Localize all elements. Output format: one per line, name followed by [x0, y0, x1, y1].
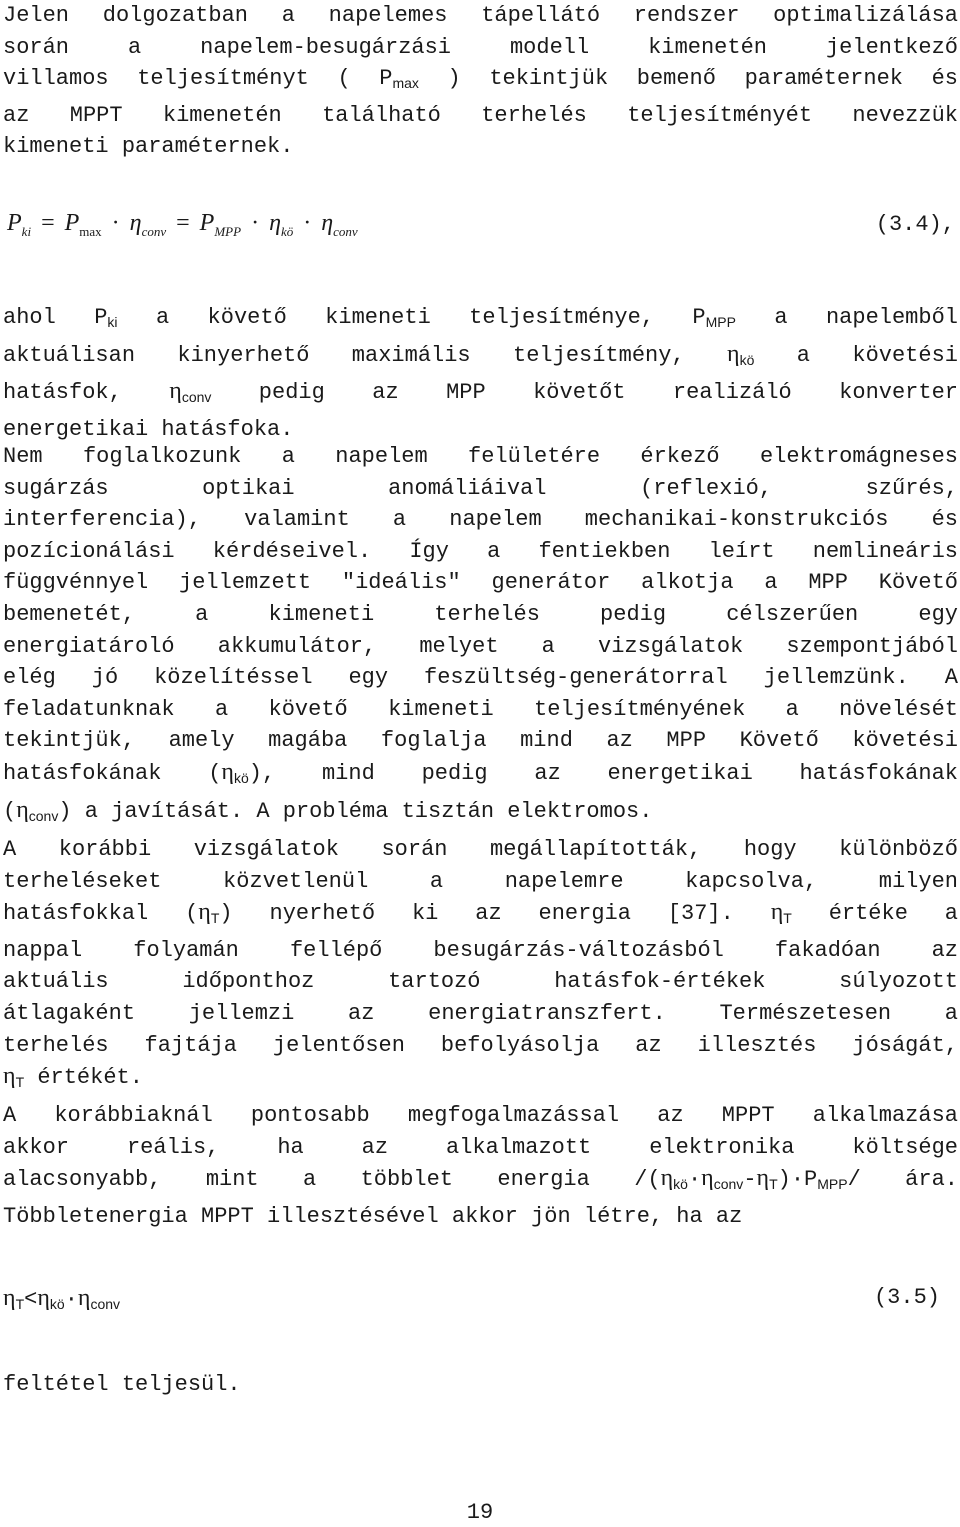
closing-text: feltétel teljesül.	[3, 1372, 241, 1397]
equation-expression: $P_{ki} = P_{max} \cdot \eta_{conv} = P_{MPP} \cdot \eta_{kö} \cdot \eta_{conv}$	[7, 210, 358, 239]
text-line: villamos teljesítményt ( $P_{max}$ ) tekintjük bemenő paraméternek és	[3, 66, 958, 92]
paragraph-previous-studies	[3, 834, 958, 1099]
page-number: 19	[466, 1500, 494, 1525]
text-line: akkor reális, ha az alkalmazott elektronika költsége	[3, 1134, 958, 1160]
text-line: pozícionálási kérdéseivel. Így a fentiekben leírt nemlineáris	[3, 538, 958, 564]
equation-number: (3.5)	[873, 1285, 940, 1310]
subscript: max	[392, 75, 419, 92]
text-line: energetikai hatásfoka.	[3, 416, 294, 442]
paragraph-scope	[3, 441, 958, 832]
text-line: energiatároló akkumulátor, melyet a vizsgálatok szempontjából	[3, 633, 958, 659]
text-line: átlagaként jellemzi az energiatranszfert. Természetesen a	[3, 1000, 958, 1026]
text-line: sugárzás optikai anomáliáival (reflexió, szűrés,	[3, 475, 958, 501]
text-line: aktuálisan kinyerhető maximális teljesítmény, $\eta_{kö}$ a követési	[3, 340, 958, 368]
paragraph-definitions	[3, 302, 958, 445]
text-line: ahol $P_{ki}$ a követő kimeneti teljesítménye, $P_{MPP}$ a napelemből	[3, 305, 958, 330]
equation-expression: $\eta_T<\eta_{kö}\cdot\eta_{conv}$	[3, 1285, 121, 1312]
text-line: interferencia), valamint a napelem mechanikai-konstrukciós és	[3, 507, 958, 533]
text-line: terheléseket közvetlenül a napelemre kapcsolva, milyen	[3, 868, 958, 894]
text-line: A korábbiaknál pontosabb megfogalmazással az MPPT alkalmazása	[3, 1103, 958, 1128]
text-line: alacsonyabb, mint a többlet energia $/(\eta_{kö}\cdot\eta_{conv}-\eta_T)\cdot P_{MPP}/$ ára.	[3, 1165, 958, 1193]
text-line: kimeneti paraméternek.	[3, 134, 294, 160]
equation-3-4	[3, 210, 958, 250]
text-line: Jelen dolgozatban a napelemes tápellátó rendszer optimalizálása	[3, 3, 958, 28]
text-line: feladatunknak a követő kimeneti teljesítményének a növelését	[3, 696, 958, 722]
text-line: hatásfokkal $(\eta_T)$ nyerhető ki az energia [37]. $\eta_T$ értéke a	[3, 899, 958, 927]
text-line: terhelés fajtája jelentősen befolyásolja az illesztés jóságát,	[3, 1032, 958, 1058]
text-line: Nem foglalkozunk a napelem felületére érkező elektromágneses	[3, 444, 958, 469]
text-line: függvénnyel jellemzett "ideális" generátor alkotja a MPP Követő	[3, 570, 958, 596]
text-line: hatásfok, $\eta_{conv}$ pedig az MPP követőt realizáló konverter	[3, 378, 958, 406]
text-line: Többletenergia MPPT illesztésével akkor jön létre, ha az	[3, 1203, 743, 1229]
text-line: $(\eta_{conv})$ a javítását. A probléma tisztán elektromos.	[3, 796, 653, 824]
text-line: tekintjük, amely magába foglalja mind az MPP Követő követési	[3, 728, 958, 754]
text-line: bemenetét, a kimeneti terhelés pedig célszerűen egy	[3, 601, 958, 627]
text-line: során a napelem-besugárzási modell kimenetén jelentkező	[3, 34, 958, 60]
text-line: $\eta_T$ értékét.	[3, 1063, 143, 1091]
paragraph-condition	[3, 1100, 958, 1232]
text-line: az MPPT kimenetén található terhelés teljesítményét nevezzük	[3, 102, 958, 128]
equation-number: (3.4),	[875, 212, 955, 237]
equation-3-5	[3, 1285, 958, 1317]
text-line: elég jó közelítéssel egy feszültség-generátorral jellemzünk. A	[3, 665, 958, 691]
text-line: hatásfokának $(\eta_{kö})$, mind pedig az energetikai hatásfokának	[3, 758, 958, 786]
text-line: aktuális időponthoz tartozó hatásfok-értékek súlyozott	[3, 969, 958, 995]
text-line: A korábbi vizsgálatok során megállapították, hogy különböző	[3, 837, 958, 862]
paragraph-intro	[3, 0, 958, 163]
text-line: nappal folyamán fellépő besugárzás-változásból fakadóan az	[3, 937, 958, 963]
